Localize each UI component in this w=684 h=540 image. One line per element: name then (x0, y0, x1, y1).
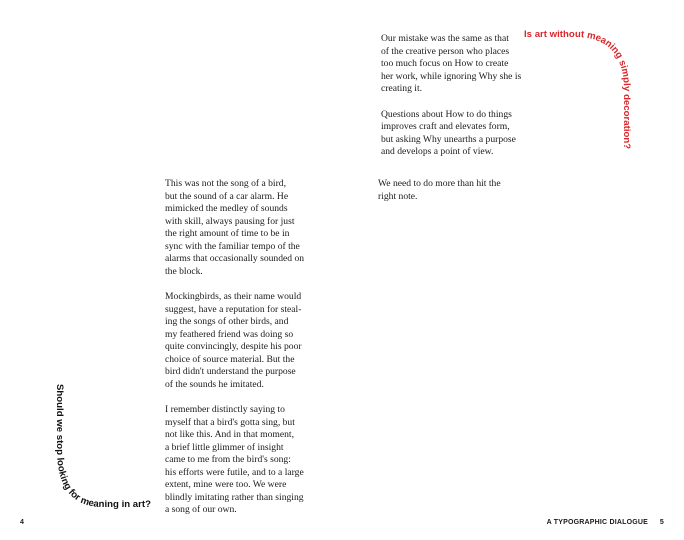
right-top-paragraph-1: Our mistake was the same as that of the creative person who places too much focus on How to create her work, while ignoring Why she is creating it. (381, 33, 522, 94)
left-paragraph-3: I remember distinctly saying to myself that a bird's gotta sing, but not like this. And in that moment, a brief little glimmer of insight came to me from the bird's song: his efforts were futile, and to a large extent, mine were too. We were blindly imitating rather than singing a song of our own. (165, 404, 304, 515)
page-number-right: 5 (659, 519, 664, 526)
left-body-column (165, 178, 325, 530)
page-number-left: 4 (20, 519, 25, 526)
right-mid-paragraph-1: We need to do more than hit the right note. (378, 178, 501, 202)
right-top-column (381, 33, 531, 172)
right-top-paragraph-2: Questions about How to do things improves craft and elevates form, but asking Why unearths a purpose and develops a point of view. (381, 108, 516, 157)
left-curved-question-text: Should we stop looking for meaning in art? (53, 384, 151, 511)
running-head: A TYPOGRAPHIC DIALOGUE (546, 519, 648, 526)
right-mid-column (378, 178, 518, 216)
right-curved-question-text: Is art without meaning simply decoration? (524, 28, 633, 150)
left-paragraph-2: Mockingbirds, as their name would suggest, have a reputation for steal- ing the songs of other birds, and my feathered friend was doing so quite convincingly, despite his poor choice of source material. But the bird didn't understand the purpose of the sounds he imitated. (165, 291, 302, 390)
left-paragraph-1: This was not the song of a bird, but the sound of a car alarm. He mimicked the medley of sounds with skill, always pausing for just the right amount of time to be in sync with the familiar tempo of the alarms that occasionally sounded on the block. (165, 178, 305, 277)
